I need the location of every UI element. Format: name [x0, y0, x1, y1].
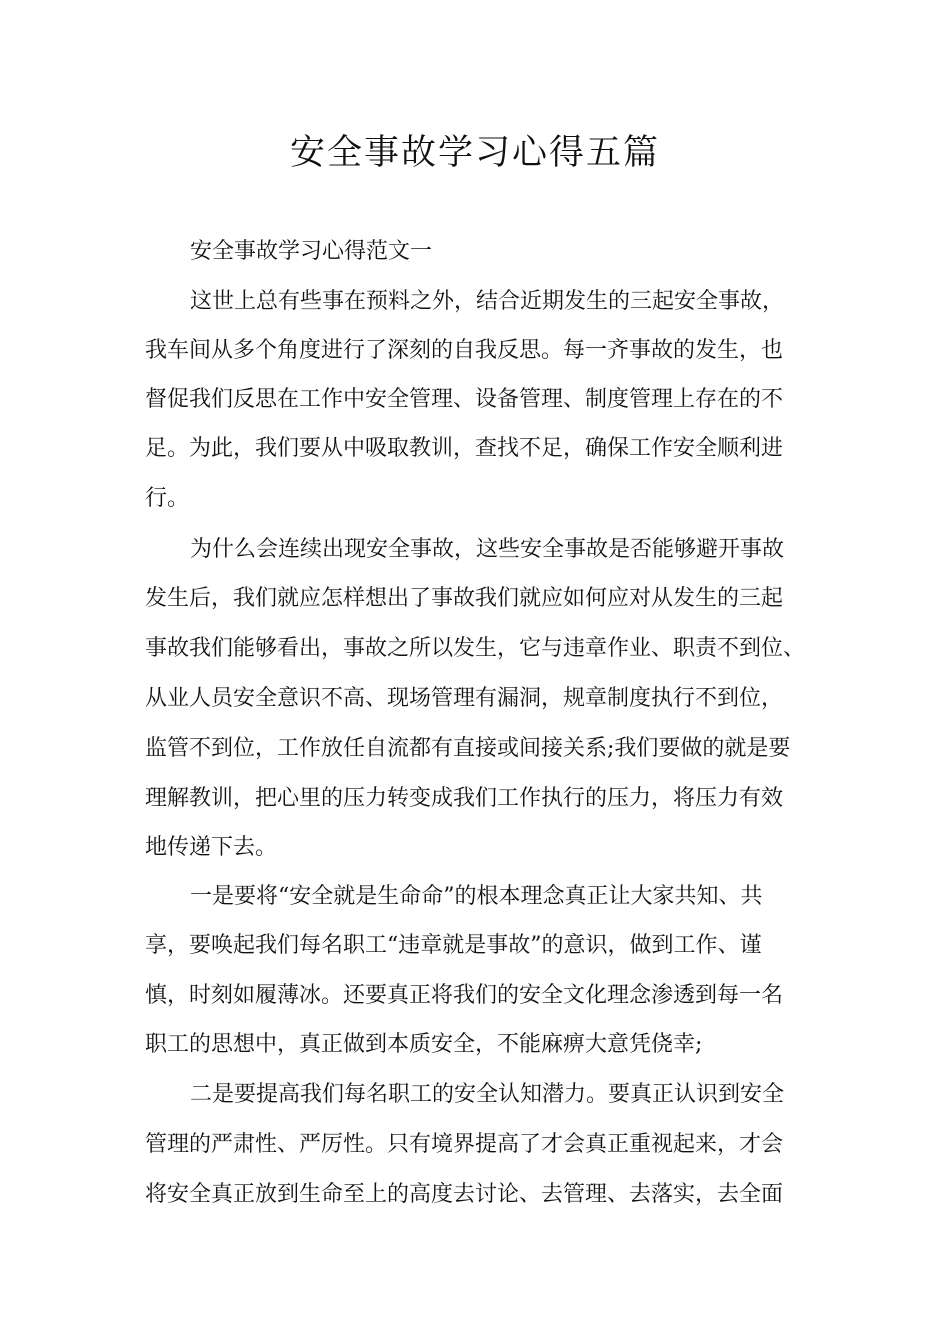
paragraph-line: 管理的严肃性、严厉性。只有境界提高了才会真正重视起来，才会 — [145, 1132, 784, 1157]
paragraph-line: 一是要将“安全就是生命命”的根本理念真正让大家共知、共 — [190, 884, 763, 909]
paragraph-line: 从业人员安全意识不高、现场管理有漏洞，规章制度执行不到位， — [145, 686, 784, 711]
paragraph-line: 我车间从多个角度进行了深刻的自我反思。每一齐事故的发生，也 — [145, 338, 784, 363]
document-title: 安全事故学习心得五篇 — [289, 133, 660, 173]
paragraph-line: 享，要唤起我们每名职工“违章就是事故”的意识，做到工作、谨 — [145, 933, 762, 958]
paragraph-line: 监管不到位，工作放任自流都有直接或间接关系;我们要做的就是要 — [145, 736, 791, 761]
paragraph-line: 这世上总有些事在预料之外，结合近期发生的三起安全事故， — [190, 289, 785, 314]
paragraph-line: 发生后，我们就应怎样想出了事故我们就应如何应对从发生的三起 — [145, 586, 784, 611]
paragraph-line: 行。 — [145, 486, 190, 511]
paragraph-line: 将安全真正放到生命至上的高度去讨论、去管理、去落实，去全面 — [145, 1182, 784, 1207]
paragraph-line: 二是要提高我们每名职工的安全认知潜力。要真正认识到安全 — [190, 1082, 785, 1107]
paragraph-line: 地传递下去。 — [145, 835, 278, 860]
paragraph-line: 督促我们反思在工作中安全管理、设备管理、制度管理上存在的不 — [145, 387, 784, 412]
paragraph-line: 职工的思想中，真正做到本质安全，不能麻痹大意凭侥幸; — [145, 1032, 703, 1057]
paragraph-line: 事故我们能够看出，事故之所以发生，它与违章作业、职责不到位、 — [145, 636, 806, 661]
paragraph-line: 为什么会连续出现安全事故，这些安全事故是否能够避开事故 — [190, 537, 785, 562]
paragraph-line: 理解教训，把心里的压力转变成我们工作执行的压力，将压力有效 — [145, 786, 784, 811]
section-heading: 安全事故学习心得范文一 — [190, 239, 433, 264]
paragraph-line: 慎，时刻如履薄冰。还要真正将我们的安全文化理念渗透到每一名 — [145, 983, 784, 1008]
paragraph-line: 足。为此，我们要从中吸取教训，查找不足，确保工作安全顺利进 — [145, 436, 784, 461]
